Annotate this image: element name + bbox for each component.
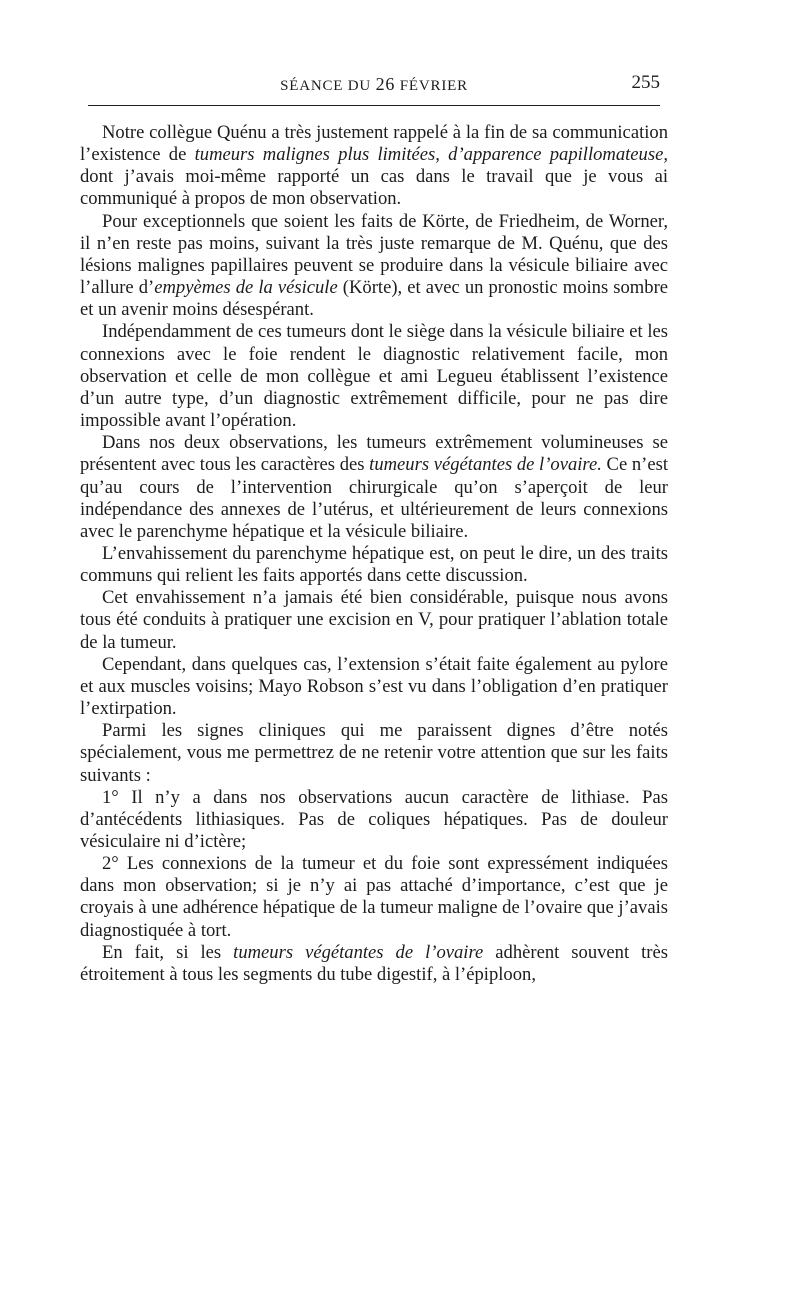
text-run: 2° Les connexions de la tumeur et du foie sont expressément indiquées dans mon observation; si je n’y ai pas attaché d’importance, c’est que je croyais à une adhérence hépatique de la tumeur maligne de l’ovaire que j’avais diagnostiquée à tort. [80, 853, 668, 941]
paragraph [80, 853, 668, 942]
text-run: Dans nos deux observations, les tumeurs extrêmement volumineuses se présentent avec tous les caractères des [80, 432, 668, 476]
paragraph [80, 942, 668, 986]
italic-text: tumeurs végétantes de l’ovaire. [369, 454, 602, 476]
running-title-prefix: SÉANCE DU [280, 78, 376, 94]
text-run: 1° Il n’y a dans nos observations aucun caractère de lithiase. Pas d’antécédents lithiasiques. Pas de coliques hépatiques. Pas de douleur vésiculaire ni d’ictère; [80, 786, 668, 852]
paragraph [80, 587, 668, 653]
text-run: Cependant, dans quelques cas, l’extension s’était faite également au pylore et aux muscles voisins; Mayo Robson s’est vu dans l’obligation d’en pratiquer l’extirpation. [80, 653, 668, 720]
paragraph [80, 720, 668, 786]
header-rule [88, 105, 660, 106]
text-run: En fait, si les [102, 941, 234, 963]
text-run: dont j’avais moi-même rapporté un cas dans le travail que je vous ai communiqué à propos de mon observation. [80, 166, 668, 210]
page-header [88, 62, 660, 106]
paragraph [80, 654, 668, 720]
paragraph [80, 122, 668, 211]
text-run: adhèrent souvent très étroitement à tous les segments du tube digestif, à l’épiploon, [80, 941, 668, 985]
paragraph [80, 211, 668, 322]
text-run: Parmi les signes cliniques qui me paraissent dignes d’être notés spécialement, vous me permettrez de ne retenir votre attention que sur les faits suivants : [80, 720, 668, 786]
page-number: 255 [631, 72, 660, 93]
text-run: Indépendamment de ces tumeurs dont le siège dans la vésicule biliaire et les connexions avec le foie rendent le diagnostic relativement facile, mon observation et celle de mon collègue et ami Legueu établissent l’existence d’un autre type, d’un diagnostic extrêmement difficile, pour ne pas dire impossible avant l’opération. [80, 321, 668, 432]
paragraph [80, 543, 668, 587]
text-run: Pour exceptionnels que soient les faits de Körte, de Friedheim, de Worner, il n’en reste pas moins, suivant la très juste remarque de M. Quénu, que des lésions malignes papillaires peuvent se produire dans la vésicule biliaire avec l’allure d’ [80, 210, 668, 299]
italic-text: tumeurs malignes plus limitées, d’apparence papillomateuse, [194, 144, 668, 166]
running-title [88, 74, 660, 95]
paragraph [80, 432, 668, 543]
text-run: Ce n’est qu’au cours de l’intervention chirurgicale qu’on s’aperçoit de leur indépendance des annexes de l’utérus, et ultérieurement de leurs connexions avec le parenchyme hépatique et la vésicule biliaire. [80, 454, 669, 542]
text-run: Notre collègue Quénu a très justement rappelé à la fin de sa communication l’existence de [80, 122, 668, 166]
text-run: (Körte), et avec un pronostic moins sombre et un avenir moins désespérant. [80, 277, 669, 321]
italic-text: empyèmes de la vésicule [154, 277, 338, 299]
body-text [80, 122, 668, 986]
paragraph [80, 787, 668, 853]
italic-text: tumeurs végétantes de l’ovaire [233, 941, 484, 963]
text-run: Cet envahissement n’a jamais été bien considérable, puisque nous avons tous été conduits à pratiquer une excision en V, pour pratiquer l’ablation totale de la tumeur. [80, 587, 668, 653]
text-run: L’envahissement du parenchyme hépatique est, on peut le dire, un des traits communs qui relient les faits apportés dans cette discussion. [80, 542, 668, 587]
paragraph [80, 321, 668, 432]
running-title-date: 26 [375, 74, 396, 94]
running-title-month: FÉVRIER [395, 78, 468, 94]
